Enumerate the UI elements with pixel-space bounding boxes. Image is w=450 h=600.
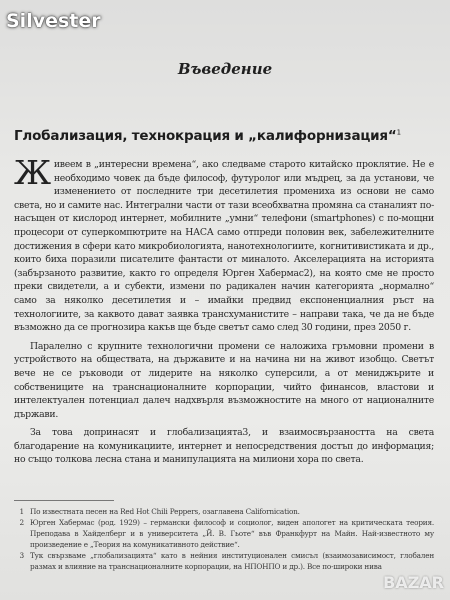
- bazar-logo: BAZAR: [383, 573, 444, 592]
- body-text: [14, 153, 434, 472]
- footnote: [14, 517, 434, 550]
- watermark-text: Silvester: [6, 10, 101, 32]
- section-footnote-mark: 1: [396, 128, 401, 137]
- footnote-divider: [14, 500, 114, 501]
- paragraph-3: За това допринасят и глобализацията3, и взаимосвързаността на света благодарение на комуникациите, интернет и непосредствения достъп до информация; но също толкова лесна стана и манипулацията на милиони хора по света.: [14, 427, 434, 466]
- section-title: [14, 128, 434, 144]
- paragraph-2: Паралелно с крупните технологични промени се наложиха гръмовни промени в устройството на обществата, на държавите и на начина ни на живот изобщо. Светът вече не се ръководи от лидерите на няколко суперсили, а от мениджърите и собствениците на транснационалните корпорации, чийто финансов, властови и интелектуален потенциал далеч надхвърля възможностите на много от националните държави.: [14, 340, 434, 420]
- footnote-number: 3: [19, 551, 24, 560]
- footnote: [14, 550, 434, 572]
- footnote-text: Тук свързваме „глобализацията“ като в нейния институционален смисъл (взаимозависимост, глобален размах и влияние на транснационалните корпорации, на НПОНПО и др.). Все по-широки нива: [30, 551, 434, 571]
- footnote-text: Юрген Хабермас (род. 1929) – германски философ и социолог, виден апологет на критическата теория. Преподава в Хайделберг и в университета „Й. В. Гьоте“ във Франкфурт на Майн. Най-известното му произведение е „Теория на комуникативното действие“.: [30, 518, 434, 549]
- footnote-number: 2: [19, 518, 24, 527]
- paragraph-1: [14, 153, 434, 335]
- footnotes: [14, 506, 434, 572]
- footnote: [14, 506, 434, 517]
- footnote-text: По известната песен на Red Hot Chili Peppers, озаглавена Californication.: [30, 507, 300, 516]
- section-title-text: Глобализация, технокрация и „калифорнизация“: [14, 128, 397, 144]
- chapter-title: Въведение: [177, 60, 273, 78]
- paragraph-1-text: ивеем в „интересни времена“, ако следваме старото китайско проклятие. Не е необходимо човек да бъде философ, футуролог или мъдрец, за да установи, че изменението от последните три десетилетия промениха из основи не само света, но и самите нас. Интегрални части от тази всеобхватна промяна са станалият по-насъщен от кислород интернет, мобилните „умни“ телефони (smartphones) с по-мощни процесори от суперкомпютрите на НАСА само отпреди половин век, забележителните достижения в сфери като микробиологията, нанотехнологиите, когнитивистиката и др., които биха поразили писателите фантасти от миналото. Акселерацията на историята (забързаното развитие, както го определя Юрген Хабермас2), на която сме не просто преки свидетели, а и субекти, измени по радикален начин категорията „нормално“ само за няколко десетилетия и – имайки предвид експоненциалния ръст на технологиите, за каквото дават заявка трансхуманистите – направи така, че да не бъде възможно да се прогнозира какъв ще бъде светът само след 30 години, през 2050 г.: [14, 159, 434, 334]
- drop-cap: Ж: [14, 153, 51, 192]
- footnote-number: 1: [19, 507, 24, 516]
